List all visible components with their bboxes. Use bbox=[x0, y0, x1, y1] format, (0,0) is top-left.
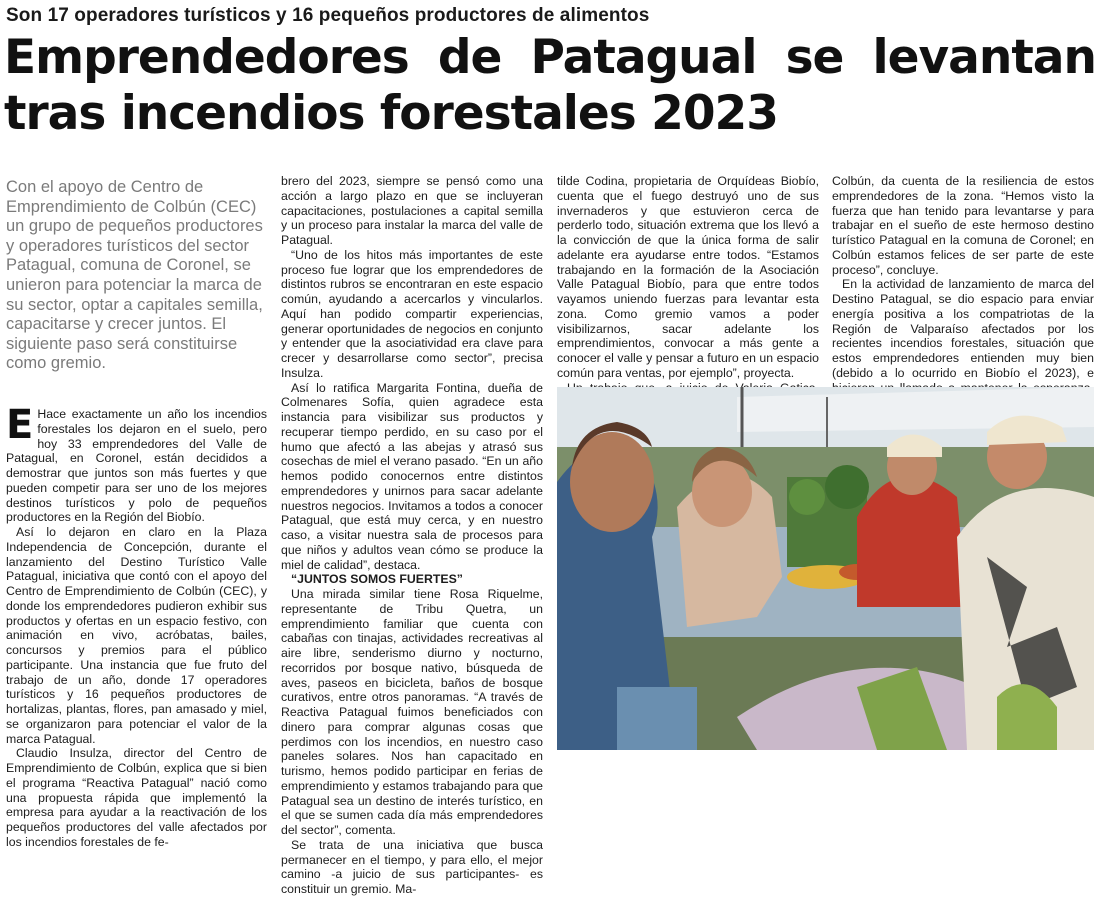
article-lead: Con el apoyo de Centro de Emprendimiento de Colbún (CEC) un grupo de pequeños productores y operadores turísticos del sector Patagual, comuna de Coronel, se unieron para potenciar la marca de su sector, optar a capitales semilla, capacitarse y crecer juntos. El siguiente paso será constituirse como gremio. bbox=[6, 178, 263, 373]
paragraph: Una mirada similar tiene Rosa Riquelme, representante de Tribu Quetra, un emprendimiento familiar que cuenta con cabañas con tinajas, actividades recreativas al aire libre, senderismo diurno y nocturno, recorridos por bosque nativo, búsqueda de aves, paseos en bicicleta, baños de bosque curativos, entre otros panoramas. “A través de Reactiva Patagual fuimos beneficiados con dinero para comprar algunas cosas que perdimos con los incendios, en nuestro caso paneles solares. Nos han capacitado en turismo, hemos podido participar en ferias de emprendimiento y estamos trabajando para que Patagual sea un destino de interés turístico, en el que se sumen cada día más emprendedores del sector”, comenta. bbox=[281, 587, 543, 837]
paragraph: Colbún, da cuenta de la resiliencia de estos emprendedores de la zona. “Hemos visto la fuerza que han tenido para levantarse y para trabajar en el sueño de este hermoso destino turístico Patagual en la comuna de Coronel; en Colbún estamos felices de ser parte de este proceso”, concluye. bbox=[832, 174, 1094, 277]
article-column-4 bbox=[832, 174, 1094, 410]
drop-cap: E bbox=[6, 402, 34, 448]
paragraph: Así lo ratifica Margarita Fontina, dueña de Colmenares Sofía, quien agradece esta instancia para visibilizar sus productos y recuperar tiempo perdido, en su caso por el humo que afectó a las abejas y atrasó sus cosechas de miel el verano pasado. “En un año hemos podido conocernos entre distintos emprendedores y unirnos para sacar adelante nuestros negocios. Invitamos a todos a conocer Patagual, que está muy cerca, y en nuestro caso, a visitar nuestra sala de procesos para que niños y adultos vean cómo se produce la miel de calidad”, destaca. bbox=[281, 380, 543, 572]
market-photo-illustration bbox=[557, 387, 1094, 750]
article-column-1 bbox=[6, 402, 267, 850]
paragraph bbox=[6, 402, 267, 525]
paragraph-text: Hace exactamente un año los incendios forestales los dejaron en el suelo, pero hoy 33 emprendedores del Valle de Patagual, en Coronel, están decididos a demostrar que juntos son más fuertes y que pueden competir para ser uno de los mejores destinos turísticos y polo de pequeños productores en la Región del Biobío. bbox=[6, 407, 267, 525]
paragraph: tilde Codina, propietaria de Orquídeas Biobío, cuenta que el fuego destruyó uno de sus invernaderos y que estuvieron cerca de perderlo todo, situación extrema que los llevó a la convicción de que la única forma de salir adelante era ayudarse entre todos. “Estamos trabajando en la formación de la Asociación Valle Patagual Biobío, para que entre todos vayamos uniendo fuerzas para levantar esta zona. Como gremio vamos a poder visibilizarnos, sacar adelante los emprendimientos, convocar a más gente a conocer el valle y pensar a futuro en un espacio común para ventas, por ejemplo”, proyecta. bbox=[557, 174, 819, 380]
paragraph: Claudio Insulza, director del Centro de Emprendimiento de Colbún, explica que si bien el programa “Reactiva Patagual” nació como una propuesta rápida que implementó la empresa para ayudar a la reactivación de los pequeños productores del valle afectados por los incendios forestales de fe- bbox=[6, 746, 267, 849]
section-subhead: “JUNTOS SOMOS FUERTES” bbox=[291, 572, 463, 587]
article-kicker: Son 17 operadores turísticos y 16 pequeños productores de alimentos bbox=[6, 5, 650, 26]
article-headline bbox=[4, 30, 1096, 142]
article-column-2 bbox=[281, 174, 543, 897]
headline-line-1: Emprendedores de Patagual se levantan bbox=[4, 30, 1096, 85]
paragraph: En la actividad de lanzamiento de marca del Destino Patagual, se dio espacio para enviar energía positiva a los compatriotas de la Región de Valparaíso afectados por los recientes incendios forestales, situación que estos emprendedores entienden muy bien (debido a lo ocurrido en Biobío el 2023), e bbox=[832, 277, 1094, 380]
market-photo bbox=[557, 387, 1094, 750]
paragraph: “Uno de los hitos más importantes de este proceso fue lograr que los emprendedores de distintos rubros se encontraran en este espacio común, ayudando a acercarlos y vincularlos. Aquí han podido compartir experiencias, generar oportunidades de negocios en conjunto y entender que la asociatividad era clave para crecer y desarrollarse como sector”, precisa Insulza. bbox=[281, 247, 543, 380]
headline-line-2: tras incendios forestales 2023 bbox=[4, 86, 778, 141]
paragraph: Se trata de una iniciativa que busca permanecer en el tiempo, y para ello, el mejor camino -a juicio de sus participantes- es constituir un gremio. Ma- bbox=[281, 837, 543, 896]
paragraph: Así lo dejaron en claro en la Plaza Independencia de Concepción, durante el lanzamiento del Destino Turístico Valle Patagual, iniciativa que contó con el apoyo del Centro de Emprendimiento de Colbún (CEC), y donde los emprendedores pudieron exhibir sus productos y ofertas en un espacio festivo, con animación en vivo, acróbatas, bailes, concursos y premios para el público participante. Una instancia que fue fruto del trabajo de un año, donde 17 operadores turísticos y 16 pequeños productores de hortalizas, plantas, flores, pan amasado y miel, se organizaron para potenciar el valor de la marca Patagual. bbox=[6, 525, 267, 746]
paragraph: brero del 2023, siempre se pensó como una acción a largo plazo en que se incluyeran capacitaciones, postulaciones a capital semilla y un proceso para instalar la marca del valle de Patagual. bbox=[281, 174, 543, 247]
